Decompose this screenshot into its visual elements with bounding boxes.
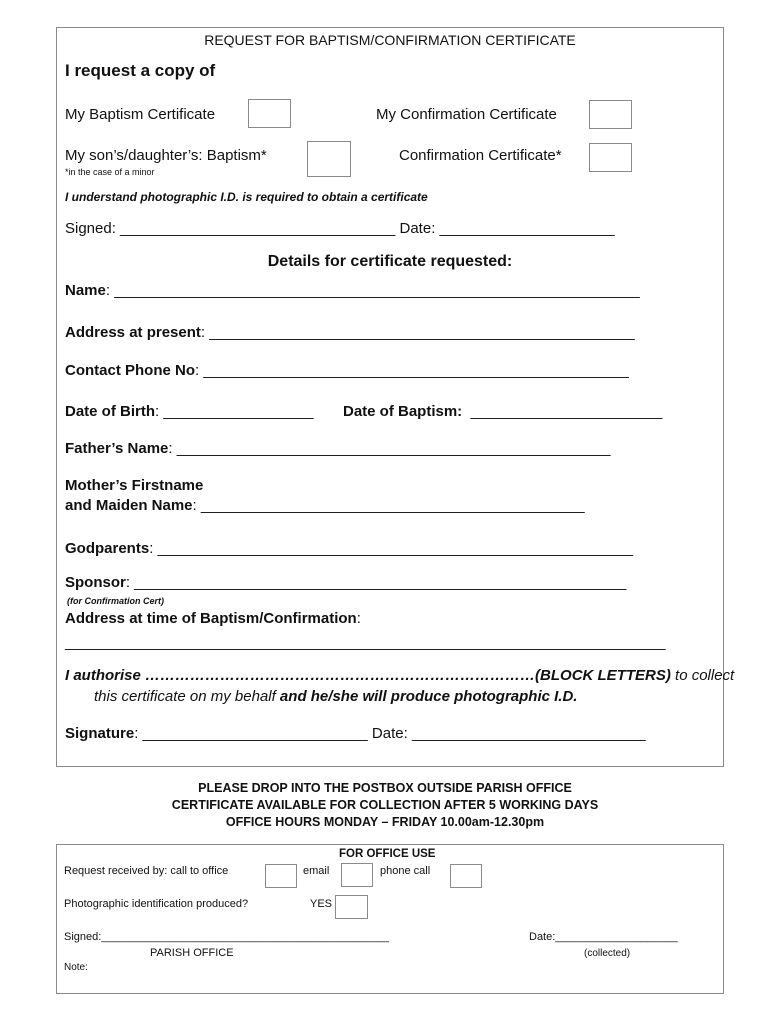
address-time-colon: : [356,610,361,627]
mother-label-1: Mother’s Firstname [65,477,204,494]
signature-field[interactable] [65,725,646,742]
authorise-line-2 [94,688,577,705]
notice-line-3: OFFICE HOURS MONDAY – FRIDAY 10.00am-12.30pm [225,815,545,829]
signature-line: : ___________________________ Date: ____________________________ [134,725,646,742]
photo-id-label: Photographic identification produced? [64,898,249,910]
address-line: : ___________________________________________________ [200,324,635,341]
date-of-baptism-field[interactable] [343,403,662,420]
received-label: Request received by: call to office [64,865,229,877]
son-daughter-confirmation-label: Confirmation Certificate* [399,147,562,164]
dob-field[interactable] [65,403,314,420]
phone-field[interactable] [65,362,629,379]
dob-label: Date of Birth [65,403,155,420]
authorise-line-1[interactable] [65,667,734,684]
authorise-produce-id: and he/she will produce photographic I.D. [275,688,578,705]
notice-line-1: PLEASE DROP INTO THE POSTBOX OUTSIDE PARISH OFFICE [198,781,572,795]
office-use-heading: FOR OFFICE USE [339,848,436,860]
mother-label-2: and Maiden Name [65,497,193,514]
form-frame [56,27,724,767]
details-heading: Details for certificate requested: [267,253,513,270]
office-signed-line[interactable]: Signed:_______________________________________________ [64,931,389,943]
date-of-baptism-line: _______________________ [470,403,663,420]
date-of-baptism-label: Date of Baptism: [343,403,463,420]
yes-label: YES [310,898,333,910]
address-label: Address at present [65,324,201,341]
note-label[interactable]: Note: [64,962,88,973]
my-baptism-label: My Baptism Certificate [65,106,216,123]
minor-note: *in the case of a minor [65,167,155,177]
block-letters: (BLOCK LETTERS) [535,667,671,684]
id-notice: I understand photographic I.D. is required to obtain a certificate [65,190,428,204]
authorise-dots: …………………………………………………………………… [140,667,536,684]
name-field[interactable] [65,282,640,299]
address-time-label: Address at time of Baptism/Confirmation [65,610,357,627]
form-title: REQUEST FOR BAPTISM/CONFIRMATION CERTIFICATE [204,32,576,48]
address-time-field [65,610,361,627]
name-line: : _______________________________________________________________ [105,282,640,299]
godparents-line: : _________________________________________________________ [149,540,634,557]
notice-line-2: CERTIFICATE AVAILABLE FOR COLLECTION AFTER 5 WORKING DAYS [171,798,599,812]
phone-label: Contact Phone No [65,362,195,379]
name-label: Name [65,282,106,299]
son-daughter-baptism-label: My son’s/daughter’s: Baptism* [65,147,267,164]
father-field[interactable] [65,440,611,457]
mother-field[interactable] [65,497,585,514]
my-confirmation-checkbox[interactable] [589,100,632,129]
son-daughter-confirmation-checkbox[interactable] [589,143,632,172]
authorise-behalf: this certificate on my behalf [94,688,276,705]
office-date-line[interactable]: Date:____________________ [529,931,678,943]
authorise-label: I authorise [65,667,141,684]
my-confirmation-label: My Confirmation Certificate [376,106,557,123]
sponsor-note: (for Confirmation Cert) [67,596,164,606]
phone-call-checkbox[interactable] [450,864,482,888]
yes-checkbox[interactable] [335,895,368,919]
dob-line: : __________________ [155,403,314,420]
signed-line[interactable]: Signed: _________________________________ Date: _____________________ [65,220,615,237]
address-field[interactable] [65,324,635,341]
godparents-field[interactable] [65,540,633,557]
address-time-line[interactable]: ________________________________________________________________________ [65,634,666,651]
sponsor-label: Sponsor [65,574,126,591]
son-daughter-baptism-checkbox[interactable] [307,141,351,177]
my-baptism-checkbox[interactable] [248,99,291,128]
parish-office-label: PARISH OFFICE [150,947,234,959]
godparents-label: Godparents [65,540,150,557]
email-checkbox[interactable] [341,863,373,887]
call-to-office-checkbox[interactable] [265,864,297,888]
father-line: : ____________________________________________________ [168,440,611,457]
sponsor-line: : ___________________________________________________________ [125,574,627,591]
request-heading: I request a copy of [65,61,216,80]
collected-label: (collected) [584,948,631,959]
phone-call-label: phone call [380,865,431,877]
mother-line: : ______________________________________________ [192,497,585,514]
signature-label: Signature [65,725,135,742]
email-label: email [303,865,330,877]
father-label: Father’s Name [65,440,169,457]
authorise-to-collect: to collect [670,667,735,684]
sponsor-field[interactable] [65,574,626,591]
phone-line: : ___________________________________________________ [195,362,629,379]
